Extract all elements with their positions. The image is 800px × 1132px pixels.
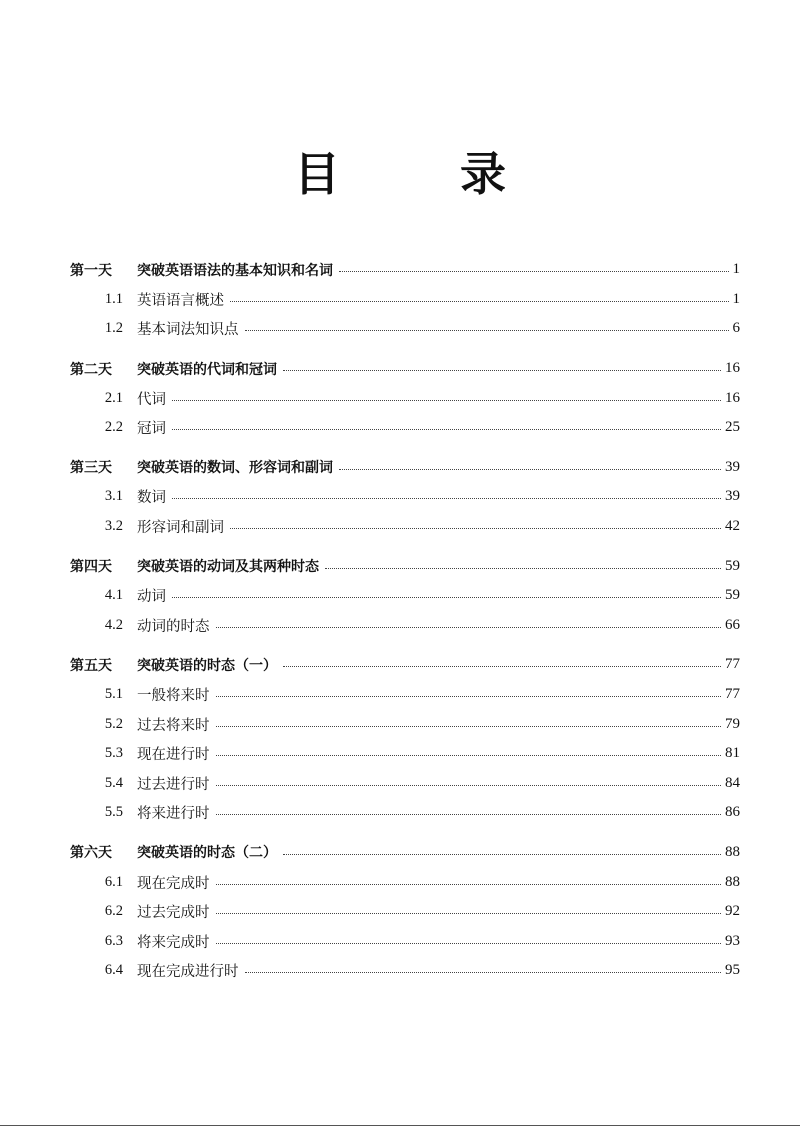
page-number: 39	[725, 458, 740, 475]
section-title: 英语语言概述	[137, 292, 224, 309]
dot-leader-line	[216, 943, 722, 944]
toc-chapter-group	[0, 650, 800, 828]
section-title: 将来完成时	[137, 934, 210, 951]
dot-leader-line	[216, 884, 722, 885]
toc-chapter-entry[interactable]	[0, 255, 800, 285]
section-number: 4.2	[104, 616, 123, 633]
chapter-title: 突破英语的时态（一）	[137, 657, 277, 674]
dot-leader-line	[216, 696, 722, 697]
section-title: 数词	[137, 490, 166, 507]
toc-section-entry[interactable]	[0, 926, 800, 956]
page-number: 84	[725, 774, 740, 791]
section-number: 1.1	[104, 290, 123, 307]
page-number: 81	[725, 745, 740, 762]
toc-section-entry[interactable]	[0, 512, 800, 542]
toc-section-entry[interactable]	[0, 413, 800, 443]
toc-chapter-entry[interactable]	[0, 838, 800, 868]
dot-leader-line	[283, 854, 721, 855]
page-number: 88	[725, 873, 740, 890]
dot-leader-line	[245, 972, 722, 973]
toc-section-entry[interactable]	[0, 581, 800, 611]
page-number: 16	[725, 389, 740, 406]
chapter-title: 突破英语的时态（二）	[137, 845, 277, 862]
toc-section-entry[interactable]	[0, 897, 800, 927]
dot-leader-line	[216, 785, 722, 786]
toc-chapter-group	[0, 354, 800, 443]
dot-leader	[216, 769, 722, 799]
page-number: 59	[725, 587, 740, 604]
dot-leader	[172, 482, 721, 512]
section-title: 现在完成进行时	[137, 964, 239, 981]
toc-chapter-entry[interactable]	[0, 453, 800, 483]
dot-leader-line	[172, 429, 721, 430]
section-number: 5.4	[104, 774, 123, 791]
toc-chapter-entry[interactable]	[0, 551, 800, 581]
toc-section-entry[interactable]	[0, 314, 800, 344]
toc-section-entry[interactable]	[0, 383, 800, 413]
section-title: 过去进行时	[137, 776, 210, 793]
dot-leader-line	[230, 528, 721, 529]
dot-leader	[325, 551, 721, 581]
page-number: 1	[732, 290, 740, 307]
toc-chapter-group	[0, 838, 800, 986]
toc-chapter-group	[0, 453, 800, 542]
section-title: 过去完成时	[137, 905, 210, 922]
toc-section-entry[interactable]	[0, 680, 800, 710]
page-number: 95	[725, 962, 740, 979]
section-title: 将来进行时	[137, 806, 210, 823]
section-number: 4.1	[104, 587, 123, 604]
dot-leader	[216, 611, 722, 641]
chapter-number: 第五天	[70, 657, 112, 674]
page-title: 目 录	[293, 147, 558, 201]
section-number: 2.2	[104, 419, 123, 436]
page-number: 6	[732, 320, 740, 337]
section-number: 2.1	[104, 389, 123, 406]
page-number: 93	[725, 932, 740, 949]
chapter-number: 第四天	[70, 559, 112, 576]
dot-leader	[283, 354, 721, 384]
section-title: 现在完成时	[137, 875, 210, 892]
dot-leader	[216, 897, 722, 927]
dot-leader	[216, 867, 722, 897]
toc-chapter-group	[0, 255, 800, 344]
dot-leader-line	[172, 597, 721, 598]
dot-leader-line	[283, 666, 721, 667]
dot-leader	[172, 581, 721, 611]
toc-section-entry[interactable]	[0, 956, 800, 986]
chapter-title: 突破英语的代词和冠词	[137, 361, 277, 378]
dot-leader	[216, 680, 722, 710]
page-number: 59	[725, 557, 740, 574]
dot-leader	[216, 798, 722, 828]
dot-leader	[339, 453, 721, 483]
chapter-title: 突破英语的数词、形容词和副词	[137, 460, 333, 477]
dot-leader-line	[245, 330, 729, 331]
dot-leader-line	[216, 726, 722, 727]
toc-section-entry[interactable]	[0, 769, 800, 799]
bottom-rule	[0, 1125, 800, 1126]
page-number: 1	[732, 261, 740, 278]
section-number: 5.2	[104, 715, 123, 732]
chapter-title: 突破英语语法的基本知识和名词	[137, 262, 333, 279]
chapter-number: 第六天	[70, 845, 112, 862]
section-title: 现在进行时	[137, 747, 210, 764]
page-number: 25	[725, 419, 740, 436]
dot-leader-line	[216, 627, 722, 628]
table-of-contents	[0, 255, 800, 996]
dot-leader	[216, 926, 722, 956]
dot-leader-line	[216, 755, 722, 756]
section-title: 动词	[137, 589, 166, 606]
toc-chapter-entry[interactable]	[0, 354, 800, 384]
section-title: 冠词	[137, 421, 166, 438]
section-title: 一般将来时	[137, 688, 210, 705]
dot-leader	[230, 285, 729, 315]
dot-leader	[245, 956, 722, 986]
chapter-title: 突破英语的动词及其两种时态	[137, 559, 319, 576]
dot-leader-line	[230, 301, 729, 302]
section-number: 6.1	[104, 873, 123, 890]
dot-leader	[283, 650, 721, 680]
dot-leader	[339, 255, 729, 285]
toc-section-entry[interactable]	[0, 285, 800, 315]
section-title: 代词	[137, 391, 166, 408]
dot-leader-line	[172, 400, 721, 401]
dot-leader	[283, 838, 721, 868]
dot-leader-line	[216, 913, 722, 914]
page-number: 77	[725, 686, 740, 703]
page-number: 88	[725, 843, 740, 860]
dot-leader-line	[216, 814, 722, 815]
section-number: 5.1	[104, 686, 123, 703]
chapter-number: 第一天	[70, 262, 112, 279]
page-number: 79	[725, 715, 740, 732]
section-number: 6.2	[104, 903, 123, 920]
dot-leader	[216, 709, 722, 739]
section-number: 5.5	[104, 804, 123, 821]
dot-leader-line	[339, 469, 721, 470]
toc-section-entry[interactable]	[0, 798, 800, 828]
page-number: 16	[725, 360, 740, 377]
dot-leader	[172, 413, 721, 443]
section-title: 基本词法知识点	[137, 322, 239, 339]
section-title: 形容词和副词	[137, 520, 224, 537]
section-number: 3.2	[104, 518, 123, 535]
section-title: 过去将来时	[137, 717, 210, 734]
section-number: 6.3	[104, 932, 123, 949]
toc-chapter-entry[interactable]	[0, 650, 800, 680]
dot-leader	[245, 314, 729, 344]
page-number: 77	[725, 656, 740, 673]
toc-section-entry[interactable]	[0, 709, 800, 739]
section-number: 6.4	[104, 962, 123, 979]
section-number: 5.3	[104, 745, 123, 762]
section-number: 3.1	[104, 488, 123, 505]
page-number: 92	[725, 903, 740, 920]
dot-leader-line	[283, 370, 721, 371]
page-number: 42	[725, 518, 740, 535]
page-number: 86	[725, 804, 740, 821]
toc-section-entry[interactable]	[0, 611, 800, 641]
page-number: 66	[725, 616, 740, 633]
toc-chapter-group	[0, 551, 800, 640]
toc-section-entry[interactable]	[0, 867, 800, 897]
chapter-number: 第二天	[70, 361, 112, 378]
section-title: 动词的时态	[137, 618, 210, 635]
chapter-number: 第三天	[70, 460, 112, 477]
section-number: 1.2	[104, 320, 123, 337]
dot-leader	[230, 512, 721, 542]
dot-leader	[216, 739, 722, 769]
dot-leader-line	[172, 498, 721, 499]
page-number: 39	[725, 488, 740, 505]
dot-leader-line	[339, 271, 729, 272]
dot-leader	[172, 383, 721, 413]
dot-leader-line	[325, 568, 721, 569]
toc-section-entry[interactable]	[0, 482, 800, 512]
toc-section-entry[interactable]	[0, 739, 800, 769]
